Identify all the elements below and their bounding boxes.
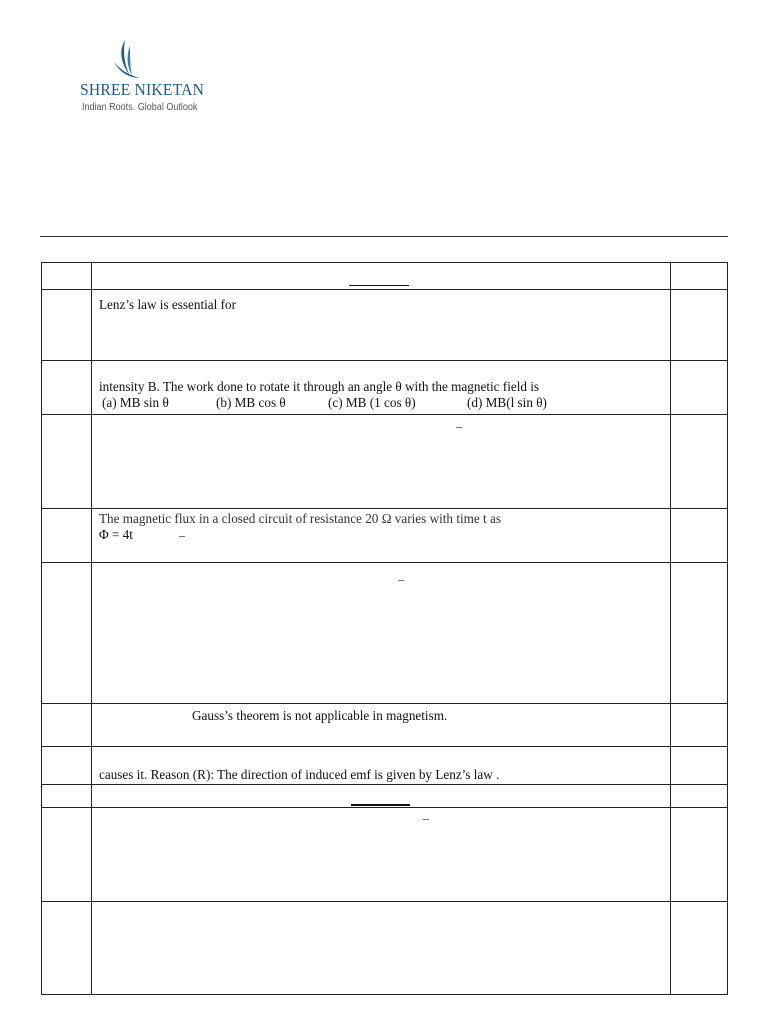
question-2-option-a: (a) MB sin θ	[102, 395, 169, 410]
question-6-text: Gauss’s theorem is not applicable in magnetism.	[192, 708, 448, 723]
question-row-2	[41, 360, 728, 414]
question-2-option-c: (c) MB (1 cos θ)	[328, 395, 416, 410]
question-2-option-b: (b) MB cos θ	[216, 395, 286, 410]
question-4-line-2: Φ = 4t	[99, 527, 133, 542]
question-row-1	[41, 289, 728, 360]
question-8-fraction-bar: –	[423, 811, 429, 825]
question-row-3	[41, 414, 728, 508]
question-row-9	[41, 901, 728, 995]
question-row-6	[41, 703, 728, 746]
school-name: SHREE NIKETAN	[80, 80, 205, 99]
question-5-fraction-bar: –	[398, 572, 404, 586]
question-7-text: causes it. Reason (R): The direction of induced emf is given by Lenz’s law .	[99, 767, 500, 782]
question-row-4	[41, 508, 728, 562]
leaf-emblem-icon	[110, 38, 144, 80]
school-logo	[80, 38, 220, 118]
question-2-text: intensity B. The work done to rotate it through an angle θ with the magnetic field is	[99, 379, 540, 394]
question-4-dash: –	[179, 528, 185, 542]
question-table	[41, 262, 728, 995]
section-heading-underline	[349, 285, 409, 286]
question-2-option-d: (d) MB(l sin θ)	[467, 395, 547, 410]
question-1-text: Lenz’s law is essential for	[99, 297, 236, 312]
school-tagline: Indian Roots. Global Outlook	[82, 101, 198, 113]
section-divider-row	[41, 784, 728, 807]
section-b-heading-underline	[351, 804, 410, 806]
question-row-8	[41, 807, 728, 901]
question-4-line-1: The magnetic flux in a closed circuit of resistance 20 Ω varies with time t as	[99, 511, 501, 526]
question-row-7	[41, 746, 728, 784]
table-header-row	[41, 262, 728, 289]
header-divider	[40, 236, 728, 237]
question-row-5	[41, 562, 728, 703]
question-3-fraction-bar: –	[456, 419, 462, 433]
